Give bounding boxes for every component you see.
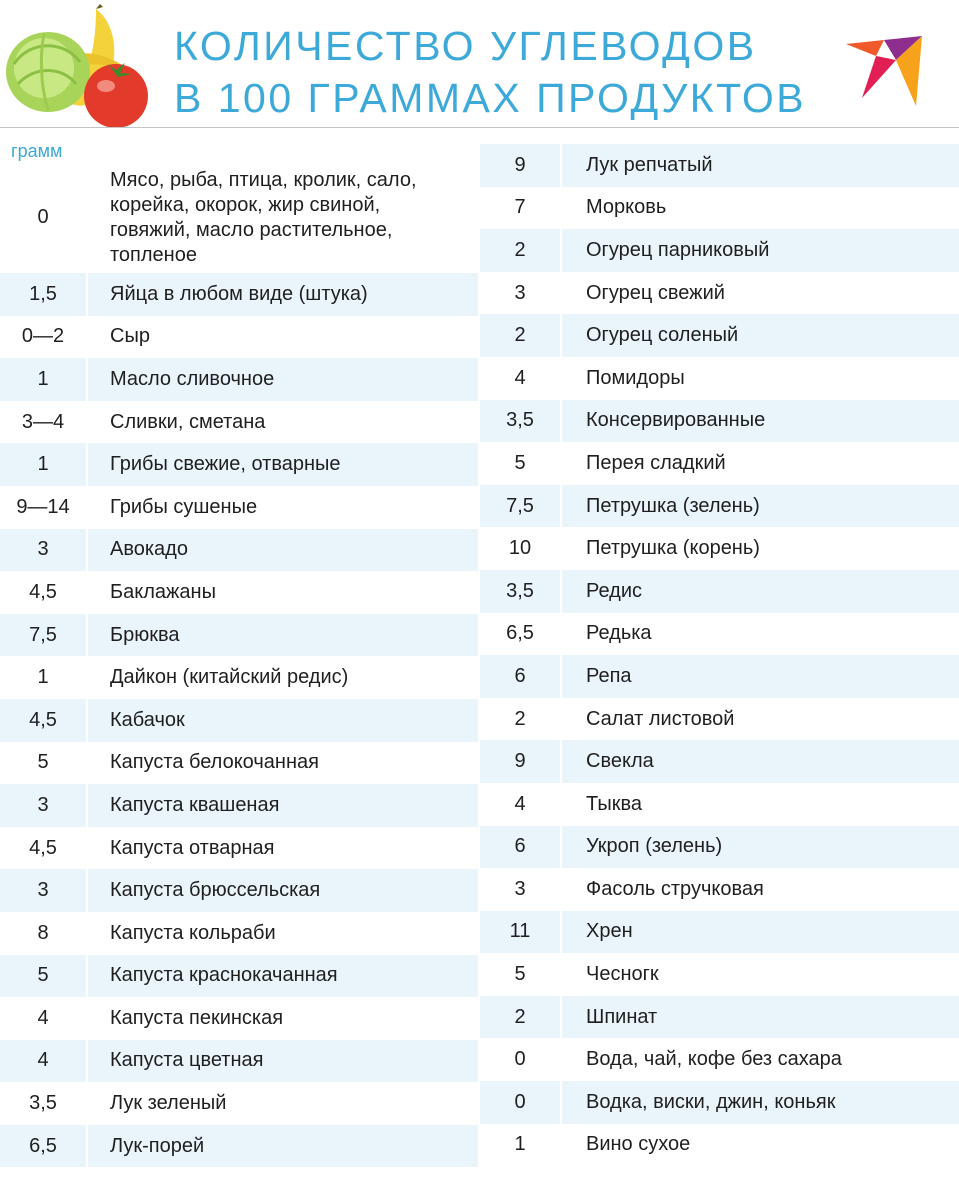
carb-grams-value: 4 [480, 783, 562, 826]
carb-grams-value: 11 [480, 911, 562, 954]
product-name: Дайкон (китайский редис) [110, 666, 349, 689]
table-row [0, 997, 478, 1040]
table-row [0, 656, 478, 699]
table-row [480, 442, 959, 485]
product-name: Капуста краснокачанная [110, 964, 338, 987]
carb-grams-value: 4 [480, 357, 562, 400]
table-row [480, 1038, 959, 1081]
table-row [480, 485, 959, 528]
bird-logo-icon [844, 34, 922, 108]
carb-grams-value: 2 [480, 314, 562, 357]
table-row [480, 570, 959, 613]
table-row [480, 187, 959, 230]
table-row [0, 529, 478, 572]
product-name: Капуста кольраби [110, 921, 276, 944]
carb-grams-value: 6 [480, 826, 562, 869]
carb-grams-value: 1 [0, 358, 88, 401]
product-name: Лук-порей [110, 1134, 205, 1157]
product-name: Грибы сушеные [110, 495, 258, 518]
product-name: Шпинат [586, 1005, 658, 1028]
product-name: Брюква [110, 623, 180, 646]
carb-grams-value: 1 [480, 1124, 562, 1167]
carb-grams-value: 10 [480, 527, 562, 570]
carb-grams-value: 4 [0, 997, 88, 1040]
product-name: Сливки, сметана [110, 410, 266, 433]
product-name: Авокадо [110, 538, 188, 561]
product-name: Капуста цветная [110, 1049, 264, 1072]
table-row [480, 655, 959, 698]
carb-grams-value: 7 [480, 187, 562, 230]
table-row [0, 827, 478, 870]
product-name: Лук зеленый [110, 1092, 227, 1115]
carb-grams-value: 3 [0, 784, 88, 827]
product-name: Петрушка (зелень) [586, 494, 760, 517]
table-row [0, 401, 478, 444]
product-name: Перея сладкий [586, 451, 726, 474]
table-row [480, 527, 959, 570]
table-row [480, 613, 959, 656]
title-line-2: В 100 ГРАММАХ ПРОДУКТОВ [174, 75, 807, 121]
table-row [0, 955, 478, 998]
product-name: Хрен [586, 920, 633, 943]
product-name: Салат листовой [586, 707, 735, 730]
product-name: Капуста отварная [110, 836, 275, 859]
carbs-table-left [0, 144, 478, 1167]
carb-grams-value: 4,5 [0, 699, 88, 742]
table-row [0, 273, 478, 316]
product-name: Консервированные [586, 409, 766, 432]
product-name: Укроп (зелень) [586, 835, 723, 858]
carb-grams-value: 0 [0, 144, 88, 273]
product-name: Кабачок [110, 708, 185, 731]
carb-grams-value: 7,5 [480, 485, 562, 528]
table-row [0, 144, 478, 273]
carb-grams-value: 3—4 [0, 401, 88, 444]
table-row [0, 742, 478, 785]
product-name: Петрушка (корень) [586, 537, 760, 560]
product-name: Морковь [586, 196, 667, 219]
product-name: Вино сухое [586, 1133, 691, 1156]
table-row [480, 783, 959, 826]
table-row [0, 784, 478, 827]
product-name: Редька [586, 622, 652, 645]
table-row [480, 698, 959, 741]
table-row [480, 1081, 959, 1124]
table-row [480, 272, 959, 315]
table-row [0, 912, 478, 955]
carb-grams-value: 2 [480, 229, 562, 272]
product-name: Баклажаны [110, 580, 216, 603]
product-name: Сыр [110, 325, 150, 348]
table-row [480, 400, 959, 443]
carb-grams-value: 4 [0, 1040, 88, 1083]
carb-grams-value: 5 [0, 742, 88, 785]
carb-grams-value: 9 [480, 144, 562, 187]
carb-grams-value: 3,5 [480, 400, 562, 443]
table-row [480, 953, 959, 996]
carb-grams-value: 3 [480, 272, 562, 315]
table-row [480, 357, 959, 400]
carb-grams-value: 5 [480, 953, 562, 996]
carb-grams-value: 0—2 [0, 316, 88, 359]
carb-grams-value: 3 [0, 529, 88, 572]
table-row [480, 826, 959, 869]
product-name: Помидоры [586, 366, 685, 389]
carb-grams-value: 9 [480, 740, 562, 783]
carb-grams-value: 6,5 [0, 1125, 88, 1168]
product-name: Грибы свежие, отварные [110, 453, 341, 476]
table-row [0, 316, 478, 359]
product-name: Фасоль стручковая [586, 877, 764, 900]
table-row [0, 443, 478, 486]
unit-label: грамм [11, 141, 63, 161]
product-name: Водка, виски, джин, коньяк [586, 1090, 836, 1113]
carb-grams-value: 0 [480, 1081, 562, 1124]
table-row [480, 144, 959, 187]
carb-grams-value: 3,5 [480, 570, 562, 613]
carb-grams-value: 5 [480, 442, 562, 485]
carb-grams-value: 3 [480, 868, 562, 911]
product-name: Редис [586, 579, 642, 602]
carb-grams-value: 1 [0, 443, 88, 486]
product-name: Масло сливочное [110, 367, 275, 390]
header [0, 0, 959, 128]
table-row [0, 699, 478, 742]
carb-grams-value: 8 [0, 912, 88, 955]
carb-grams-value: 7,5 [0, 614, 88, 657]
product-name: Мясо, рыба, птица, кролик, сало, корейка, окорок, жир свиной, говяжий, масло растительное, топленое [110, 168, 417, 266]
product-name: Лук репчатый [586, 153, 713, 176]
table-row [480, 1124, 959, 1167]
table-row [480, 740, 959, 783]
table-row [480, 229, 959, 272]
table-row [0, 1040, 478, 1083]
product-name: Репа [586, 664, 632, 687]
carb-grams-value: 9—14 [0, 486, 88, 529]
table-row [480, 996, 959, 1039]
table-row [0, 358, 478, 401]
product-name: Капуста пекинская [110, 1006, 284, 1029]
product-name: Огурец соленый [586, 324, 739, 347]
product-name: Капуста брюссельская [110, 879, 321, 902]
table-row [480, 911, 959, 954]
carb-grams-value: 1 [0, 656, 88, 699]
carbs-table-right [480, 144, 959, 1166]
carb-grams-value: 5 [0, 955, 88, 998]
table-row [0, 1082, 478, 1125]
carb-grams-value: 1,5 [0, 273, 88, 316]
table-row [0, 1125, 478, 1168]
table-row [0, 571, 478, 614]
product-name: Вода, чай, кофе без сахара [586, 1048, 842, 1071]
title-line-1: КОЛИЧЕСТВО УГЛЕВОДОВ [174, 23, 757, 69]
table-row [0, 869, 478, 912]
carb-grams-value: 0 [480, 1038, 562, 1081]
table-row [0, 614, 478, 657]
table-row [0, 486, 478, 529]
carb-grams-value: 6 [480, 655, 562, 698]
product-name: Капуста белокочанная [110, 751, 319, 774]
product-name: Капуста квашеная [110, 793, 280, 816]
vegetables-illustration [4, 4, 154, 128]
carb-grams-value: 2 [480, 698, 562, 741]
product-name: Свекла [586, 750, 654, 773]
carb-grams-value: 4,5 [0, 571, 88, 614]
header-divider [0, 127, 959, 128]
product-name: Тыква [586, 792, 642, 815]
carb-grams-value: 6,5 [480, 613, 562, 656]
product-name: Огурец парниковый [586, 238, 770, 261]
table-row [480, 868, 959, 911]
table-row [480, 314, 959, 357]
carb-grams-value: 2 [480, 996, 562, 1039]
carb-grams-value: 4,5 [0, 827, 88, 870]
carb-grams-value: 3 [0, 869, 88, 912]
product-name: Огурец свежий [586, 281, 725, 304]
carb-grams-value: 3,5 [0, 1082, 88, 1125]
product-name: Яйца в любом виде (штука) [110, 282, 368, 305]
page-title [174, 20, 806, 124]
product-name: Чесногк [586, 963, 659, 986]
